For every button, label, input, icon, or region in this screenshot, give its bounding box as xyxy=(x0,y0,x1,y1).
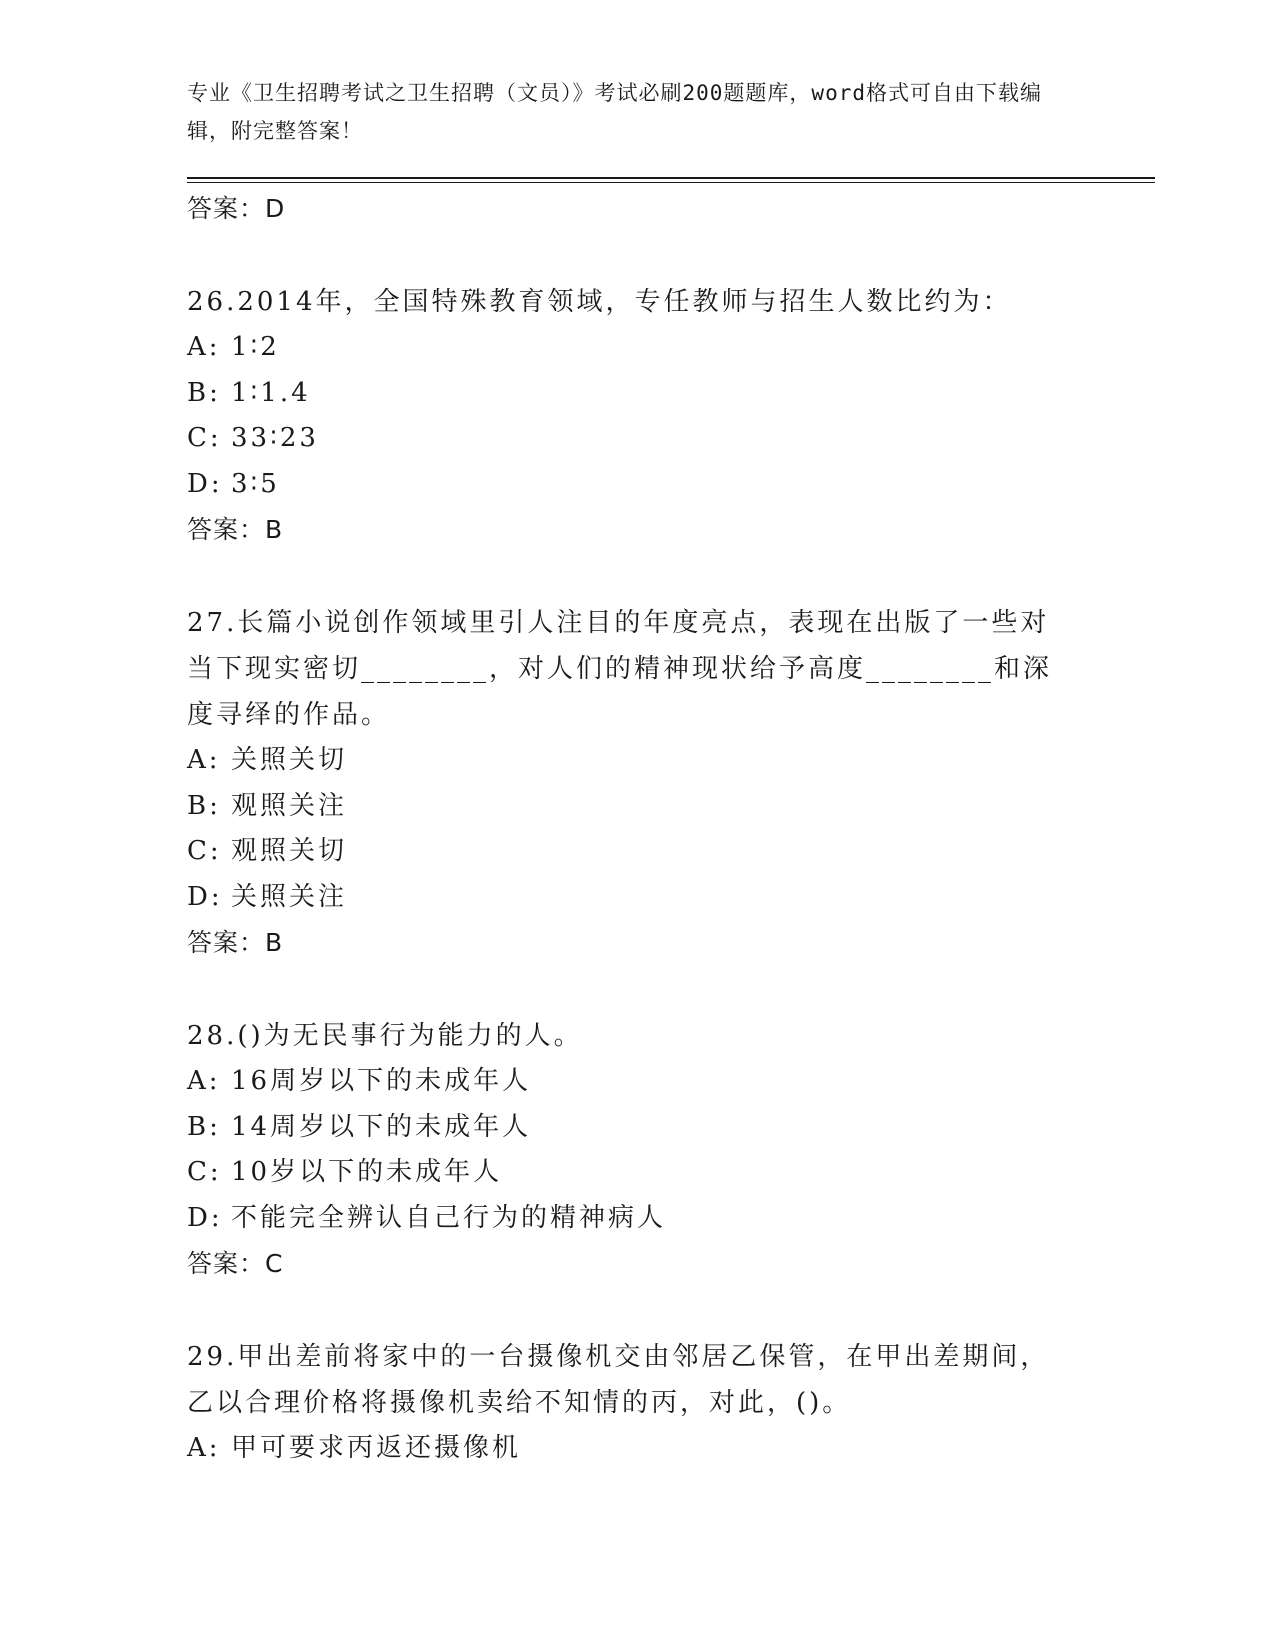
question-text: 28.()为无民事行为能力的人。 xyxy=(187,1021,583,1051)
option-text: 10岁以下的未成年人 xyxy=(231,1157,503,1187)
option-text: 1∶1.4 xyxy=(231,377,311,408)
previous-answer: 答案：D xyxy=(187,194,286,223)
option-a xyxy=(187,738,1087,784)
option-b xyxy=(187,784,1087,830)
option-key: D: xyxy=(187,881,223,912)
option-text: 甲可要求丙返还摄像机 xyxy=(231,1433,522,1463)
option-key: A: xyxy=(187,745,221,775)
option-b xyxy=(187,1105,1087,1151)
header-rule-thin xyxy=(187,182,1155,183)
answer: 答案：B xyxy=(187,515,284,544)
option-a xyxy=(187,1059,1087,1105)
question-text: 27.长篇小说创作领域里引人注目的年度亮点，表现在出版了一些对当下现实密切________，对人们的精神现状给予高度________和深度寻绎的作品。 xyxy=(187,608,1053,730)
option-key: A: xyxy=(187,1066,221,1096)
question-text: 29.甲出差前将家中的一台摄像机交由邻居乙保管，在甲出差期间，乙以合理价格将摄像机卖给不知情的丙，对此，()。 xyxy=(187,1342,1050,1418)
option-text: 关照关注 xyxy=(231,881,348,912)
option-a xyxy=(187,325,1087,371)
option-text: 关照关切 xyxy=(231,745,348,775)
question-28 xyxy=(187,1013,1087,1287)
answer: 答案：C xyxy=(187,1249,284,1278)
option-b xyxy=(187,371,1087,417)
option-key: C: xyxy=(187,836,222,866)
option-key: C: xyxy=(187,423,222,453)
option-a xyxy=(187,1426,1087,1472)
answer: 答案：B xyxy=(187,928,284,957)
option-key: D: xyxy=(187,468,223,499)
question-26 xyxy=(187,279,1087,553)
header-rule xyxy=(187,177,1155,179)
option-text: 14周岁以下的未成年人 xyxy=(231,1111,532,1142)
option-c xyxy=(187,829,1087,875)
option-text: 3∶5 xyxy=(231,468,280,499)
option-key: D: xyxy=(187,1202,223,1233)
document-header: 专业《卫生招聘考试之卫生招聘（文员）》考试必刷200题题库，word格式可自由下载编辑，附完整答案！ xyxy=(187,81,1042,143)
option-text: 1∶2 xyxy=(231,332,280,362)
option-text: 观照关切 xyxy=(231,836,348,866)
option-c xyxy=(187,416,1087,462)
option-key: A: xyxy=(187,1433,221,1463)
option-d xyxy=(187,462,1087,508)
question-27 xyxy=(187,600,1087,966)
option-key: C: xyxy=(187,1157,222,1187)
option-text: 观照关注 xyxy=(231,790,348,821)
option-text: 16周岁以下的未成年人 xyxy=(231,1066,532,1096)
question-29 xyxy=(187,1334,1087,1472)
question-list xyxy=(187,186,1087,1472)
option-text: 不能完全辨认自己行为的精神病人 xyxy=(231,1202,667,1233)
option-key: B: xyxy=(187,1111,221,1142)
option-text: 33∶23 xyxy=(231,423,319,453)
option-d xyxy=(187,875,1087,921)
option-key: B: xyxy=(187,377,221,408)
question-text: 26.2014年，全国特殊教育领域，专任教师与招生人数比约为： xyxy=(187,287,1012,317)
option-c xyxy=(187,1150,1087,1196)
option-d xyxy=(187,1196,1087,1242)
option-key: A: xyxy=(187,332,221,362)
option-key: B: xyxy=(187,790,221,821)
